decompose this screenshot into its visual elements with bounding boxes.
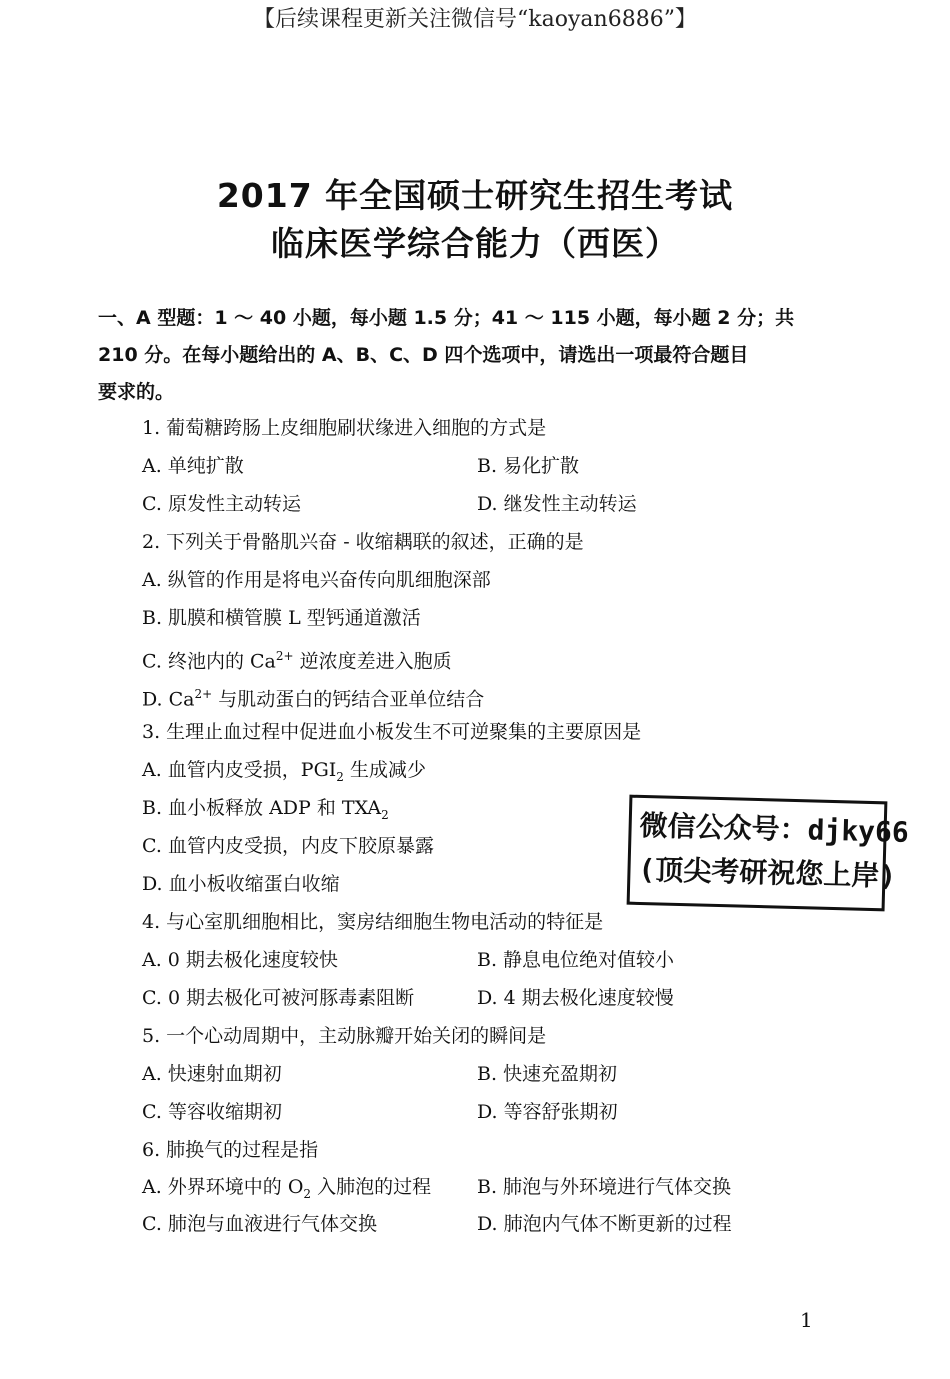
q3-option-a-sub: 2 [336,769,344,784]
q4-option-b: B. 静息电位绝对值较小 [477,949,675,971]
top-banner: 【后续课程更新关注微信号“kaoyan6886”】 [253,7,697,32]
exam-title: 2017 年全国硕士研究生招生考试 [216,176,734,215]
instructions-line-1: 一、A 型题：1 ～ 40 小题，每小题 1.5 分；41 ～ 115 小题，每小题 2 分；共 [98,307,795,329]
q3-option-a-post: 生成减少 [343,759,426,781]
q6-option-a-pre: A. 外界环境中的 O [142,1176,304,1198]
stamp-line-2: (顶尖考研祝您上岸) [638,852,897,893]
stamp-line-1: 微信公众号：djky66 [639,808,910,849]
q3-option-c: C. 血管内皮受损，内皮下胶原暴露 [142,835,434,857]
q1-option-b: B. 易化扩散 [477,455,580,477]
q6-option-d: D. 肺泡内气体不断更新的过程 [477,1213,732,1235]
q3-option-b-sub: 2 [381,807,389,822]
q6-option-a [142,1172,431,1202]
q6-option-c: C. 肺泡与血液进行气体交换 [142,1213,377,1235]
q5-option-d: D. 等容舒张期初 [477,1101,618,1123]
q3-option-d: D. 血小板收缩蛋白收缩 [142,873,340,895]
q6-option-b: B. 肺泡与外环境进行气体交换 [477,1176,732,1198]
q3-option-a [142,755,426,785]
q5-stem: 5. 一个心动周期中，主动脉瓣开始关闭的瞬间是 [142,1025,547,1047]
q3-option-b-pre: B. 血小板释放 ADP 和 TXA [142,797,382,819]
q2-option-d [142,679,484,709]
q2-option-c-sup: 2+ [275,649,294,663]
q3-stem: 3. 生理止血过程中促进血小板发生不可逆聚集的主要原因是 [142,721,642,743]
q2-option-c-post: 逆浓度差进入胞质 [293,650,452,673]
q5-option-a: A. 快速射血期初 [142,1063,282,1085]
q2-option-a: A. 纵管的作用是将电兴奋传向肌细胞深部 [142,569,491,591]
q1-option-d: D. 继发性主动转运 [477,493,637,515]
q2-option-d-pre: D. Ca [142,688,195,711]
q5-option-b: B. 快速充盈期初 [477,1063,618,1085]
q1-option-c: C. 原发性主动转运 [142,493,301,515]
page-number: 1 [800,1308,813,1332]
q2-option-c-pre: C. 终池内的 Ca [142,650,276,673]
instructions-line-2: 210 分。在每小题给出的 A、B、C、D 四个选项中，请选出一项最符合题目 [98,344,749,366]
q6-option-a-post: 入肺泡的过程 [311,1176,432,1198]
exam-subtitle: 临床医学综合能力（西医） [271,224,679,263]
q2-option-d-post: 与肌动蛋白的钙结合亚单位结合 [212,688,485,711]
q5-option-c: C. 等容收缩期初 [142,1101,282,1123]
q2-option-d-sup: 2+ [194,687,213,701]
q6-option-a-sub: 2 [303,1186,312,1201]
section-instructions [98,300,828,411]
q4-stem: 4. 与心室肌细胞相比，窦房结细胞生物电活动的特征是 [142,911,604,933]
q3-option-b [142,793,389,823]
q1-option-a: A. 单纯扩散 [142,455,244,477]
q2-option-b: B. 肌膜和横管膜 L 型钙通道激活 [142,607,421,629]
q4-option-d: D. 4 期去极化速度较慢 [477,987,674,1009]
q2-option-c [142,641,452,671]
q6-stem: 6. 肺换气的过程是指 [142,1139,319,1161]
q4-option-a: A. 0 期去极化速度较快 [142,949,338,971]
q3-option-a-pre: A. 血管内皮受损，PGI [142,759,337,781]
wechat-watermark-stamp [627,795,910,912]
q4-option-c: C. 0 期去极化可被河豚毒素阻断 [142,987,415,1009]
q2-stem: 2. 下列关于骨骼肌兴奋 - 收缩耦联的叙述，正确的是 [142,531,584,553]
q1-stem: 1. 葡萄糖跨肠上皮细胞刷状缘进入细胞的方式是 [142,417,547,439]
instructions-line-3: 要求的。 [98,381,175,403]
